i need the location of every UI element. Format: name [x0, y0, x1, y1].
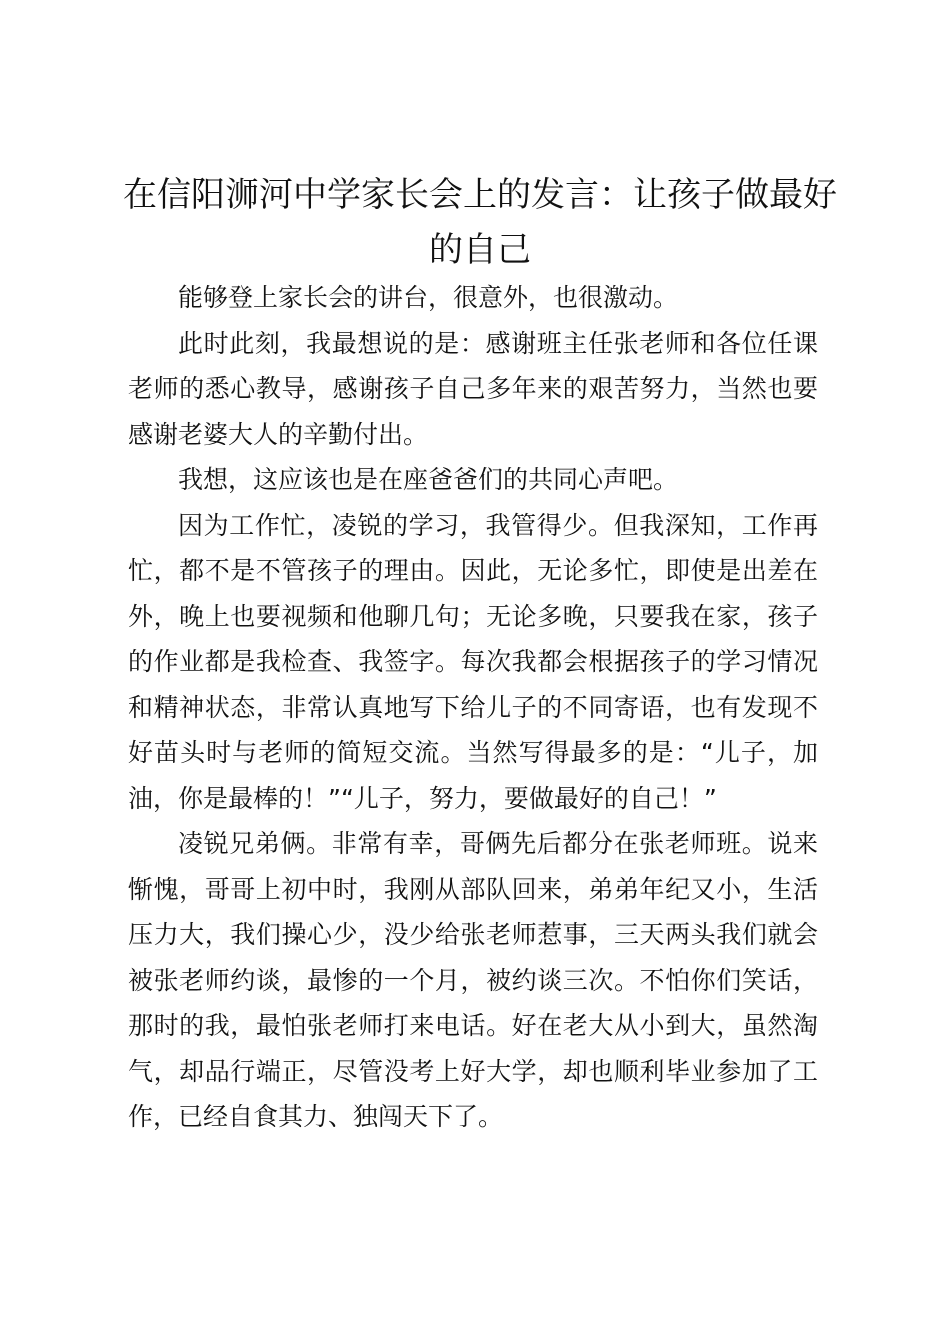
paragraph: 因为工作忙，凌锐的学习，我管得少。但我深知，工作再忙，都不是不管孩子的理由。因此，无论多忙，即使是出差在外，晚上也要视频和他聊几句；无论多晚，只要我在家，孩子的作业都是我检查、我签字。每次我都会根据孩子的学习情况和精神状态，非常认真地写下给儿子的不同寄语，也有发现不好苗头时与老师的简短交流。当然写得最多的是：“儿子，加油，你是最棒的！”“儿子，努力，要做最好的自己！” — [128, 510, 818, 813]
paragraph: 我想，这应该也是在座爸爸们的共同心声吧。 — [178, 465, 679, 494]
document-body — [128, 275, 818, 1140]
paragraph: 能够登上家长会的讲台，很意外，也很激动。 — [178, 283, 679, 312]
paragraph: 凌锐兄弟俩。非常有幸，哥俩先后都分在张老师班。说来惭愧，哥哥上初中时，我刚从部队回来，弟弟年纪又小，生活压力大，我们操心少，没少给张老师惹事，三天两头我们就会被张老师约谈，最惨的一个月，被约谈三次。不怕你们笑话，那时的我，最怕张老师打来电话。好在老大从小到大，虽然淘气，却品行端正，尽管没考上好大学，却也顺利毕业参加了工作，已经自食其力、独闯天下了。 — [128, 829, 818, 1131]
document-title: 在信阳浉河中学家长会上的发言：让孩子做最好的自己 — [123, 175, 837, 270]
paragraph: 此时此刻，我最想说的是：感谢班主任张老师和各位任课老师的悉心教导，感谢孩子自己多年来的艰苦努力，当然也要感谢老婆大人的辛勤付出。 — [128, 328, 818, 449]
